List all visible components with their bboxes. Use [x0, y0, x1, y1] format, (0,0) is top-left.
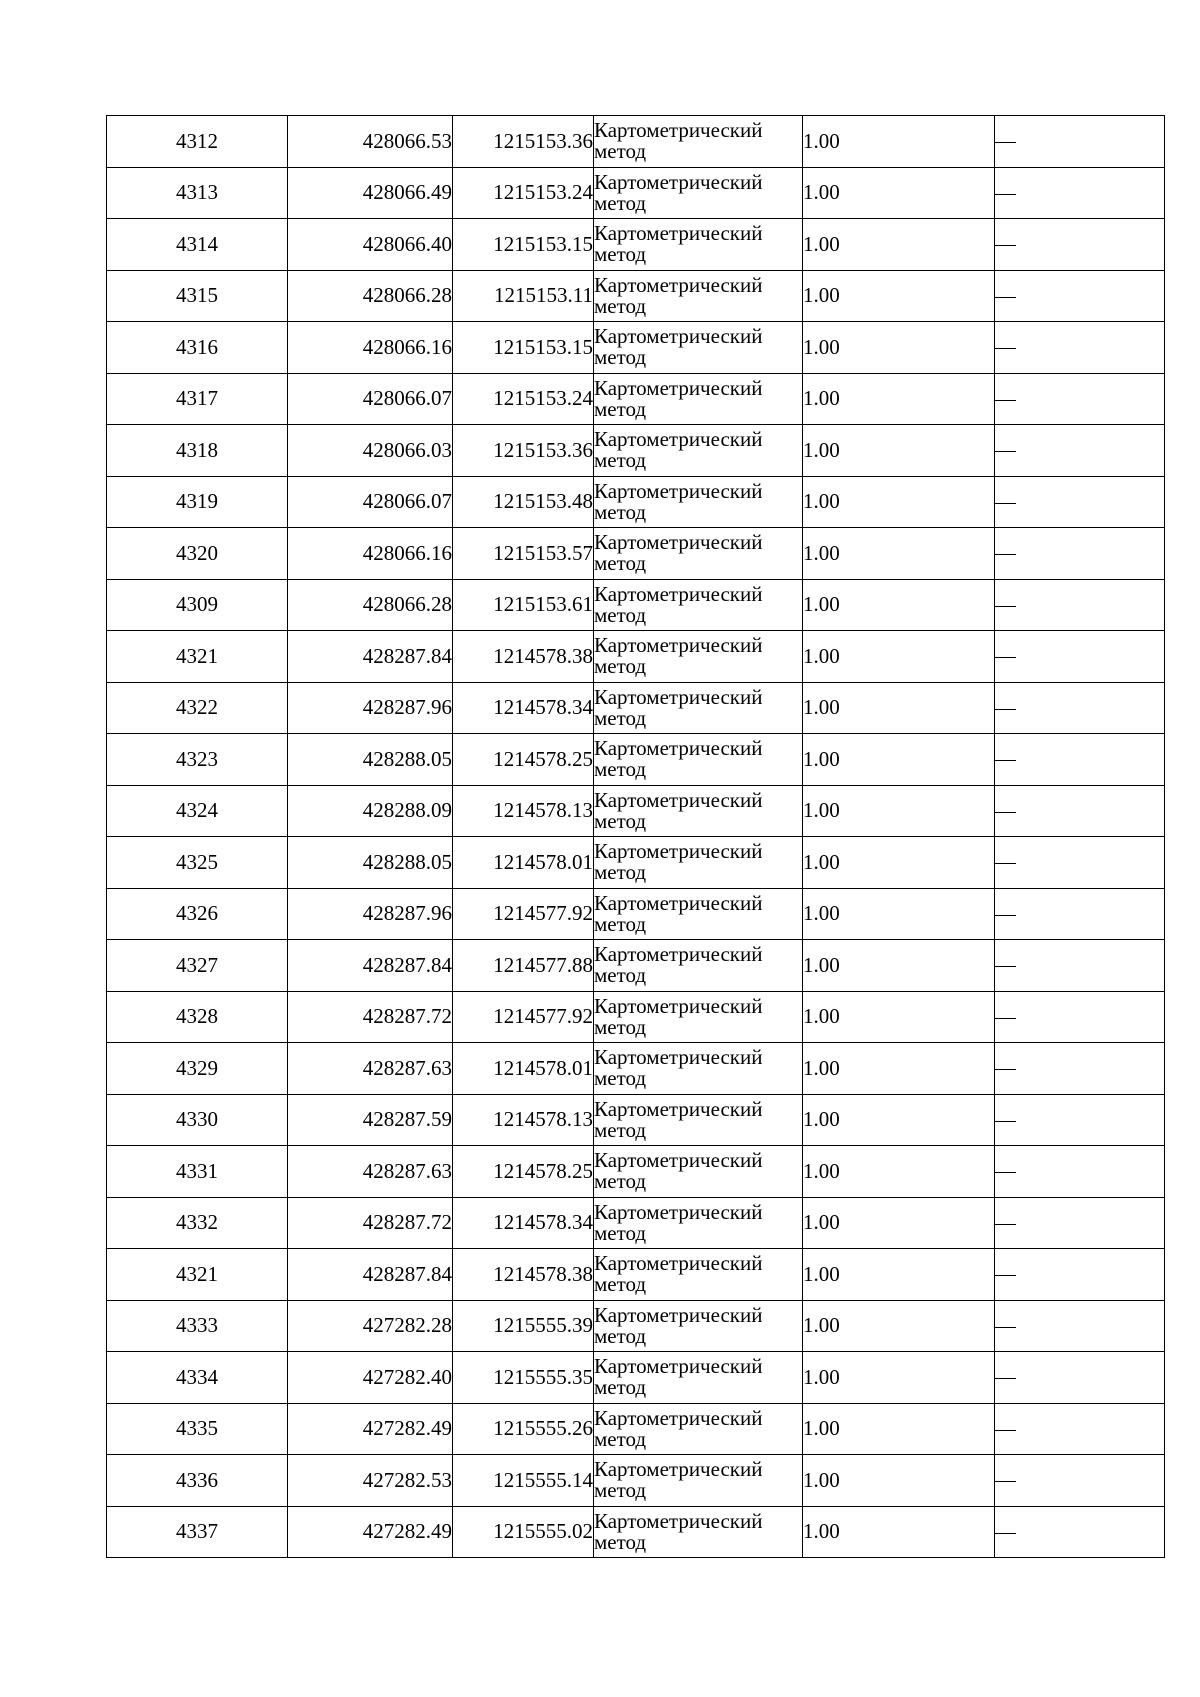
accuracy-cell: 1.00: [803, 888, 995, 940]
method-text-line2: метод: [594, 448, 647, 473]
method-text-line1: Картометрический: [594, 118, 763, 143]
coordinates-table: [106, 115, 1165, 1558]
description-cell: [995, 1197, 1165, 1249]
method-text-line2: метод: [594, 1323, 647, 1348]
empty-value-dash: [995, 1327, 1016, 1328]
method-cell: [594, 631, 803, 683]
method-text-line2: метод: [594, 190, 647, 215]
method-text-line2: метод: [594, 860, 647, 885]
method-text-line2: метод: [594, 808, 647, 833]
y-coordinate-cell: 1215153.36: [453, 116, 594, 168]
method-cell: [594, 888, 803, 940]
method-cell: [594, 1403, 803, 1455]
description-cell: [995, 991, 1165, 1043]
table-row: [107, 1043, 1165, 1095]
accuracy-cell: 1.00: [803, 785, 995, 837]
accuracy-cell: 1.00: [803, 167, 995, 219]
accuracy-cell: 1.00: [803, 1403, 995, 1455]
y-coordinate-cell: 1215555.26: [453, 1403, 594, 1455]
method-cell: [594, 785, 803, 837]
method-cell: [594, 682, 803, 734]
table-row: [107, 1094, 1165, 1146]
table-row: [107, 631, 1165, 683]
table-row: [107, 1146, 1165, 1198]
accuracy-cell: 1.00: [803, 1352, 995, 1404]
method-text-line1: Картометрический: [594, 478, 763, 503]
method-cell: [594, 1146, 803, 1198]
table-row: [107, 991, 1165, 1043]
y-coordinate-cell: 1214578.38: [453, 1249, 594, 1301]
empty-value-dash: [995, 245, 1016, 246]
empty-value-dash: [995, 297, 1016, 298]
point-number-cell: 4325: [107, 837, 288, 889]
x-coordinate-cell: 428287.72: [288, 1197, 453, 1249]
method-text-line1: Картометрический: [594, 1508, 763, 1533]
y-coordinate-cell: 1214578.01: [453, 837, 594, 889]
x-coordinate-cell: 428287.96: [288, 682, 453, 734]
x-coordinate-cell: 428287.72: [288, 991, 453, 1043]
method-text-line2: метод: [594, 1478, 647, 1503]
x-coordinate-cell: 428287.59: [288, 1094, 453, 1146]
empty-value-dash: [995, 863, 1016, 864]
x-coordinate-cell: 428066.49: [288, 167, 453, 219]
description-cell: [995, 837, 1165, 889]
point-number-cell: 4329: [107, 1043, 288, 1095]
accuracy-cell: 1.00: [803, 1094, 995, 1146]
empty-value-dash: [995, 966, 1016, 967]
y-coordinate-cell: 1215153.24: [453, 373, 594, 425]
accuracy-cell: 1.00: [803, 631, 995, 683]
y-coordinate-cell: 1214578.34: [453, 1197, 594, 1249]
description-cell: [995, 734, 1165, 786]
method-cell: [594, 734, 803, 786]
accuracy-cell: 1.00: [803, 1300, 995, 1352]
description-cell: [995, 940, 1165, 992]
x-coordinate-cell: 427282.40: [288, 1352, 453, 1404]
method-cell: [594, 1300, 803, 1352]
empty-value-dash: [995, 1430, 1016, 1431]
point-number-cell: 4318: [107, 425, 288, 477]
empty-value-dash: [995, 1275, 1016, 1276]
table-row: [107, 1352, 1165, 1404]
method-text-line1: Картометрический: [594, 736, 763, 761]
y-coordinate-cell: 1215153.15: [453, 322, 594, 374]
method-cell: [594, 373, 803, 425]
method-text-line1: Картометрический: [594, 1302, 763, 1327]
accuracy-cell: 1.00: [803, 476, 995, 528]
y-coordinate-cell: 1214577.92: [453, 888, 594, 940]
table-row: [107, 1403, 1165, 1455]
empty-value-dash: [995, 1224, 1016, 1225]
method-text-line2: метод: [594, 1375, 647, 1400]
y-coordinate-cell: 1214578.13: [453, 785, 594, 837]
description-cell: [995, 1043, 1165, 1095]
y-coordinate-cell: 1215153.24: [453, 167, 594, 219]
x-coordinate-cell: 427282.49: [288, 1403, 453, 1455]
method-cell: [594, 1249, 803, 1301]
method-cell: [594, 1197, 803, 1249]
x-coordinate-cell: 428287.63: [288, 1146, 453, 1198]
x-coordinate-cell: 428066.16: [288, 322, 453, 374]
description-cell: [995, 888, 1165, 940]
accuracy-cell: 1.00: [803, 837, 995, 889]
description-cell: [995, 1249, 1165, 1301]
point-number-cell: 4321: [107, 1249, 288, 1301]
method-text-line2: метод: [594, 963, 647, 988]
method-text-line1: Картометрический: [594, 169, 763, 194]
point-number-cell: 4327: [107, 940, 288, 992]
x-coordinate-cell: 428287.84: [288, 631, 453, 683]
x-coordinate-cell: 428066.07: [288, 373, 453, 425]
method-cell: [594, 167, 803, 219]
x-coordinate-cell: 428288.05: [288, 734, 453, 786]
accuracy-cell: 1.00: [803, 116, 995, 168]
empty-value-dash: [995, 554, 1016, 555]
empty-value-dash: [995, 915, 1016, 916]
method-cell: [594, 476, 803, 528]
method-text-line1: Картометрический: [594, 684, 763, 709]
empty-value-dash: [995, 1069, 1016, 1070]
x-coordinate-cell: 428288.05: [288, 837, 453, 889]
point-number-cell: 4309: [107, 579, 288, 631]
description-cell: [995, 1506, 1165, 1558]
method-text-line1: Картометрический: [594, 787, 763, 812]
accuracy-cell: 1.00: [803, 1197, 995, 1249]
empty-value-dash: [995, 503, 1016, 504]
accuracy-cell: 1.00: [803, 1043, 995, 1095]
accuracy-cell: 1.00: [803, 991, 995, 1043]
x-coordinate-cell: 428066.07: [288, 476, 453, 528]
method-text-line2: метод: [594, 1169, 647, 1194]
empty-value-dash: [995, 1481, 1016, 1482]
y-coordinate-cell: 1214578.25: [453, 1146, 594, 1198]
x-coordinate-cell: 428288.09: [288, 785, 453, 837]
empty-value-dash: [995, 348, 1016, 349]
empty-value-dash: [995, 142, 1016, 143]
empty-value-dash: [995, 709, 1016, 710]
description-cell: [995, 1094, 1165, 1146]
x-coordinate-cell: 428066.03: [288, 425, 453, 477]
accuracy-cell: 1.00: [803, 1455, 995, 1507]
empty-value-dash: [995, 606, 1016, 607]
description-cell: [995, 270, 1165, 322]
table-row: [107, 1455, 1165, 1507]
method-text-line1: Картометрический: [594, 324, 763, 349]
table-row: [107, 734, 1165, 786]
table-row: [107, 425, 1165, 477]
method-cell: [594, 837, 803, 889]
method-text-line2: метод: [594, 911, 647, 936]
x-coordinate-cell: 428287.63: [288, 1043, 453, 1095]
point-number-cell: 4336: [107, 1455, 288, 1507]
accuracy-cell: 1.00: [803, 1146, 995, 1198]
point-number-cell: 4316: [107, 322, 288, 374]
table-row: [107, 940, 1165, 992]
method-text-line1: Картометрический: [594, 1457, 763, 1482]
method-text-line2: метод: [594, 1014, 647, 1039]
method-cell: [594, 991, 803, 1043]
x-coordinate-cell: 427282.28: [288, 1300, 453, 1352]
table-row: [107, 476, 1165, 528]
empty-value-dash: [995, 1018, 1016, 1019]
y-coordinate-cell: 1215153.57: [453, 528, 594, 580]
empty-value-dash: [995, 657, 1016, 658]
point-number-cell: 4333: [107, 1300, 288, 1352]
method-text-line1: Картометрический: [594, 633, 763, 658]
accuracy-cell: 1.00: [803, 1249, 995, 1301]
table-row: [107, 785, 1165, 837]
point-number-cell: 4319: [107, 476, 288, 528]
method-text-line2: метод: [594, 242, 647, 267]
method-text-line2: метод: [594, 705, 647, 730]
x-coordinate-cell: 428066.28: [288, 270, 453, 322]
table-row: [107, 167, 1165, 219]
method-cell: [594, 1094, 803, 1146]
table-row: [107, 116, 1165, 168]
x-coordinate-cell: 427282.49: [288, 1506, 453, 1558]
x-coordinate-cell: 428066.40: [288, 219, 453, 271]
table-row: [107, 682, 1165, 734]
method-text-line2: метод: [594, 654, 647, 679]
accuracy-cell: 1.00: [803, 322, 995, 374]
empty-value-dash: [995, 812, 1016, 813]
y-coordinate-cell: 1214577.88: [453, 940, 594, 992]
description-cell: [995, 322, 1165, 374]
method-cell: [594, 940, 803, 992]
table-row: [107, 888, 1165, 940]
table-row: [107, 1300, 1165, 1352]
empty-value-dash: [995, 1533, 1016, 1534]
method-cell: [594, 1506, 803, 1558]
accuracy-cell: 1.00: [803, 682, 995, 734]
y-coordinate-cell: 1215153.48: [453, 476, 594, 528]
method-text-line2: метод: [594, 139, 647, 164]
method-text-line1: Картометрический: [594, 1405, 763, 1430]
point-number-cell: 4324: [107, 785, 288, 837]
point-number-cell: 4322: [107, 682, 288, 734]
point-number-cell: 4330: [107, 1094, 288, 1146]
method-text-line2: метод: [594, 499, 647, 524]
method-cell: [594, 322, 803, 374]
point-number-cell: 4323: [107, 734, 288, 786]
point-number-cell: 4317: [107, 373, 288, 425]
y-coordinate-cell: 1215153.11: [453, 270, 594, 322]
method-text-line1: Картометрический: [594, 272, 763, 297]
method-text-line1: Картометрический: [594, 1096, 763, 1121]
accuracy-cell: 1.00: [803, 528, 995, 580]
method-cell: [594, 579, 803, 631]
x-coordinate-cell: 428066.16: [288, 528, 453, 580]
empty-value-dash: [995, 1121, 1016, 1122]
empty-value-dash: [995, 1172, 1016, 1173]
table-row: [107, 1506, 1165, 1558]
point-number-cell: 4315: [107, 270, 288, 322]
method-text-line2: метод: [594, 1529, 647, 1554]
method-cell: [594, 1455, 803, 1507]
x-coordinate-cell: 428066.28: [288, 579, 453, 631]
method-text-line2: метод: [594, 757, 647, 782]
point-number-cell: 4326: [107, 888, 288, 940]
y-coordinate-cell: 1215555.39: [453, 1300, 594, 1352]
description-cell: [995, 1146, 1165, 1198]
method-text-line2: метод: [594, 602, 647, 627]
method-text-line2: метод: [594, 1272, 647, 1297]
point-number-cell: 4331: [107, 1146, 288, 1198]
accuracy-cell: 1.00: [803, 734, 995, 786]
accuracy-cell: 1.00: [803, 373, 995, 425]
y-coordinate-cell: 1214578.38: [453, 631, 594, 683]
method-text-line2: метод: [594, 293, 647, 318]
y-coordinate-cell: 1215555.02: [453, 1506, 594, 1558]
accuracy-cell: 1.00: [803, 270, 995, 322]
description-cell: [995, 425, 1165, 477]
description-cell: [995, 1403, 1165, 1455]
description-cell: [995, 631, 1165, 683]
accuracy-cell: 1.00: [803, 219, 995, 271]
description-cell: [995, 579, 1165, 631]
description-cell: [995, 1300, 1165, 1352]
description-cell: [995, 1455, 1165, 1507]
y-coordinate-cell: 1215153.15: [453, 219, 594, 271]
description-cell: [995, 219, 1165, 271]
method-text-line1: Картометрический: [594, 890, 763, 915]
description-cell: [995, 116, 1165, 168]
empty-value-dash: [995, 194, 1016, 195]
method-text-line2: метод: [594, 345, 647, 370]
method-text-line2: метод: [594, 1426, 647, 1451]
x-coordinate-cell: 428066.53: [288, 116, 453, 168]
x-coordinate-cell: 428287.96: [288, 888, 453, 940]
y-coordinate-cell: 1215153.61: [453, 579, 594, 631]
table-row: [107, 528, 1165, 580]
y-coordinate-cell: 1215555.35: [453, 1352, 594, 1404]
y-coordinate-cell: 1214577.92: [453, 991, 594, 1043]
point-number-cell: 4332: [107, 1197, 288, 1249]
method-text-line1: Картометрический: [594, 942, 763, 967]
accuracy-cell: 1.00: [803, 1506, 995, 1558]
point-number-cell: 4328: [107, 991, 288, 1043]
point-number-cell: 4320: [107, 528, 288, 580]
method-text-line1: Картометрический: [594, 1199, 763, 1224]
method-text-line1: Картометрический: [594, 993, 763, 1018]
table-row: [107, 322, 1165, 374]
table-row: [107, 219, 1165, 271]
table-row: [107, 373, 1165, 425]
method-text-line1: Картометрический: [594, 839, 763, 864]
method-text-line1: Картометрический: [594, 1251, 763, 1276]
point-number-cell: 4314: [107, 219, 288, 271]
y-coordinate-cell: 1214578.34: [453, 682, 594, 734]
method-text-line2: метод: [594, 1117, 647, 1142]
table-row: [107, 837, 1165, 889]
method-cell: [594, 270, 803, 322]
empty-value-dash: [995, 451, 1016, 452]
point-number-cell: 4321: [107, 631, 288, 683]
method-text-line1: Картометрический: [594, 221, 763, 246]
description-cell: [995, 528, 1165, 580]
method-text-line2: метод: [594, 1066, 647, 1091]
method-cell: [594, 425, 803, 477]
accuracy-cell: 1.00: [803, 425, 995, 477]
method-cell: [594, 219, 803, 271]
description-cell: [995, 373, 1165, 425]
method-cell: [594, 116, 803, 168]
table-row: [107, 270, 1165, 322]
y-coordinate-cell: 1215555.14: [453, 1455, 594, 1507]
y-coordinate-cell: 1214578.13: [453, 1094, 594, 1146]
description-cell: [995, 476, 1165, 528]
point-number-cell: 4312: [107, 116, 288, 168]
empty-value-dash: [995, 400, 1016, 401]
method-text-line1: Картометрический: [594, 1045, 763, 1070]
method-text-line2: метод: [594, 551, 647, 576]
point-number-cell: 4335: [107, 1403, 288, 1455]
method-text-line1: Картометрический: [594, 1148, 763, 1173]
method-text-line1: Картометрический: [594, 581, 763, 606]
method-cell: [594, 528, 803, 580]
method-text-line1: Картометрический: [594, 427, 763, 452]
description-cell: [995, 682, 1165, 734]
empty-value-dash: [995, 1378, 1016, 1379]
method-text-line1: Картометрический: [594, 530, 763, 555]
x-coordinate-cell: 427282.53: [288, 1455, 453, 1507]
y-coordinate-cell: 1215153.36: [453, 425, 594, 477]
method-cell: [594, 1043, 803, 1095]
coordinates-table-body: [107, 116, 1165, 1558]
point-number-cell: 4334: [107, 1352, 288, 1404]
x-coordinate-cell: 428287.84: [288, 1249, 453, 1301]
description-cell: [995, 1352, 1165, 1404]
table-row: [107, 1249, 1165, 1301]
method-text-line1: Картометрический: [594, 1354, 763, 1379]
y-coordinate-cell: 1214578.25: [453, 734, 594, 786]
accuracy-cell: 1.00: [803, 940, 995, 992]
description-cell: [995, 167, 1165, 219]
method-text-line2: метод: [594, 1220, 647, 1245]
point-number-cell: 4337: [107, 1506, 288, 1558]
point-number-cell: 4313: [107, 167, 288, 219]
description-cell: [995, 785, 1165, 837]
y-coordinate-cell: 1214578.01: [453, 1043, 594, 1095]
accuracy-cell: 1.00: [803, 579, 995, 631]
table-row: [107, 1197, 1165, 1249]
x-coordinate-cell: 428287.84: [288, 940, 453, 992]
empty-value-dash: [995, 760, 1016, 761]
method-text-line1: Картометрический: [594, 375, 763, 400]
method-cell: [594, 1352, 803, 1404]
method-text-line2: метод: [594, 396, 647, 421]
table-row: [107, 579, 1165, 631]
